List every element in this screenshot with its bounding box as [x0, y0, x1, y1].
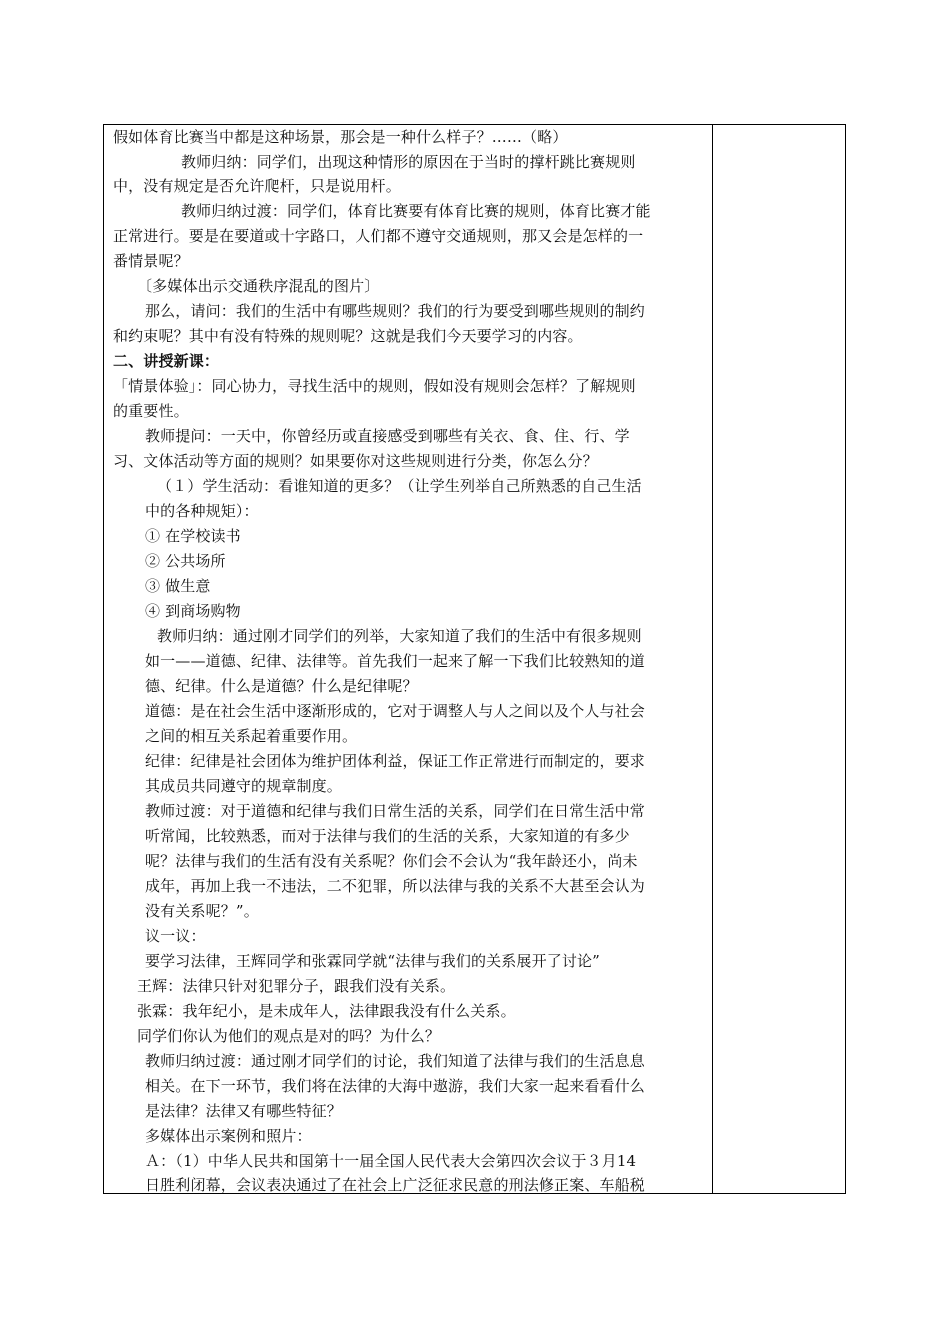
text-line: 其成员共同遵守的规章制度。 — [145, 777, 342, 795]
text-line: （１）学生活动：看谁知道的更多？（让学生列举自己所熟悉的自己生活 — [157, 477, 642, 495]
list-item: ① 在学校读书 — [145, 527, 241, 545]
list-item: ③ 做生意 — [145, 577, 211, 595]
text-line: 假如体育比赛当中都是这种场景，那会是一种什么样子？……（略） — [113, 128, 568, 146]
text-line: 中的各种规矩）： — [145, 502, 259, 520]
text-line: 教师过渡：对于道德和纪律与我们日常生活的关系，同学们在日常生活中常 — [145, 802, 645, 820]
text-line: 呢？法律与我们的生活有没有关系呢？你们会不会认为“我年龄还小，尚未 — [145, 852, 638, 870]
text-line: 〔多媒体出示交通秩序混乱的图片〕 — [137, 277, 380, 295]
text-line: 「情景体验」：同心协力，寻找生活中的规则，假如没有规则会怎样？了解规则 — [113, 377, 636, 395]
text-line: 教师归纳：通过刚才同学们的列举，大家知道了我们的生活中有很多规则 — [157, 627, 642, 645]
text-line: 那么，请问：我们的生活中有哪些规则？我们的行为要受到哪些规则的制约 — [145, 302, 645, 320]
text-line: 同学们你认为他们的观点是对的吗？为什么？ — [137, 1027, 441, 1045]
text-line: 多媒体出示案例和照片： — [145, 1127, 312, 1145]
list-item: ④ 到商场购物 — [145, 602, 241, 620]
list-item: ② 公共场所 — [145, 552, 226, 570]
text-line: 教师归纳过渡：通过刚才同学们的讨论，我们知道了法律与我们的生活息息 — [145, 1052, 645, 1070]
text-line: 成年，再加上我一不违法，二不犯罪，所以法律与我的关系不大甚至会认为 — [145, 877, 645, 895]
text-line: 和约束呢？其中有没有特殊的规则呢？这就是我们今天要学习的内容。 — [113, 327, 583, 345]
text-line: 正常进行。要是在要道或十字路口，人们都不遵守交通规则，那又会是怎样的一 — [113, 227, 644, 245]
text-line: 之间的相互关系起着重要作用。 — [145, 727, 358, 745]
text-line: 中，没有规定是否允许爬杆，只是说用杆。 — [113, 177, 401, 195]
section-heading: 二、讲授新课： — [113, 352, 220, 370]
text-line: 如一——道德、纪律、法律等。首先我们一起来了解一下我们比较熟知的道 — [145, 652, 645, 670]
text-line: 王辉：法律只针对犯罪分子，跟我们没有关系。 — [137, 977, 456, 995]
text-line: 日胜利闭幕，会议表决通过了在社会上广泛征求民意的刑法修正案、车船税 — [145, 1176, 645, 1194]
text-line: 番情景呢？ — [113, 252, 189, 270]
text-line: 德、纪律。什么是道德？什么是纪律呢？ — [145, 677, 418, 695]
table-column-divider — [712, 124, 713, 1194]
text-line: 是法律？法律又有哪些特征？ — [145, 1102, 342, 1120]
text-line: 教师提问：一天中，你曾经历或直接感受到哪些有关衣、食、住、行、学 — [145, 427, 630, 445]
text-line: 张霖：我年纪小，是未成年人，法律跟我没有什么关系。 — [137, 1002, 516, 1020]
text-line: 习、文体活动等方面的规则？如果要你对这些规则进行分类，你怎么分？ — [113, 452, 598, 470]
text-line: 纪律：纪律是社会团体为维护团体利益，保证工作正常进行而制定的，要求 — [145, 752, 645, 770]
text-line: 教师归纳：同学们，出现这种情形的原因在于当时的撑杆跳比赛规则 — [181, 153, 636, 171]
text-line: Ａ：（1）中华人民共和国第十一届全国人民代表大会第四次会议于３月14 — [145, 1152, 637, 1170]
text-line: 议一议： — [145, 927, 206, 945]
text-line: 没有关系呢？”。 — [145, 902, 259, 920]
text-line: 听常闻，比较熟悉，而对于法律与我们的生活的关系，大家知道的有多少 — [145, 827, 630, 845]
text-line: 教师归纳过渡：同学们，体育比赛要有体育比赛的规则，体育比赛才能 — [181, 202, 651, 220]
text-line: 的重要性。 — [113, 402, 189, 420]
text-line: 要学习法律，王辉同学和张霖同学就“法律与我们的关系展开了讨论” — [145, 952, 600, 970]
text-line: 相关。在下一环节，我们将在法律的大海中遨游，我们大家一起来看看什么 — [145, 1077, 645, 1095]
text-line: 道德：是在社会生活中逐渐形成的，它对于调整人与人之间以及个人与社会 — [145, 702, 645, 720]
